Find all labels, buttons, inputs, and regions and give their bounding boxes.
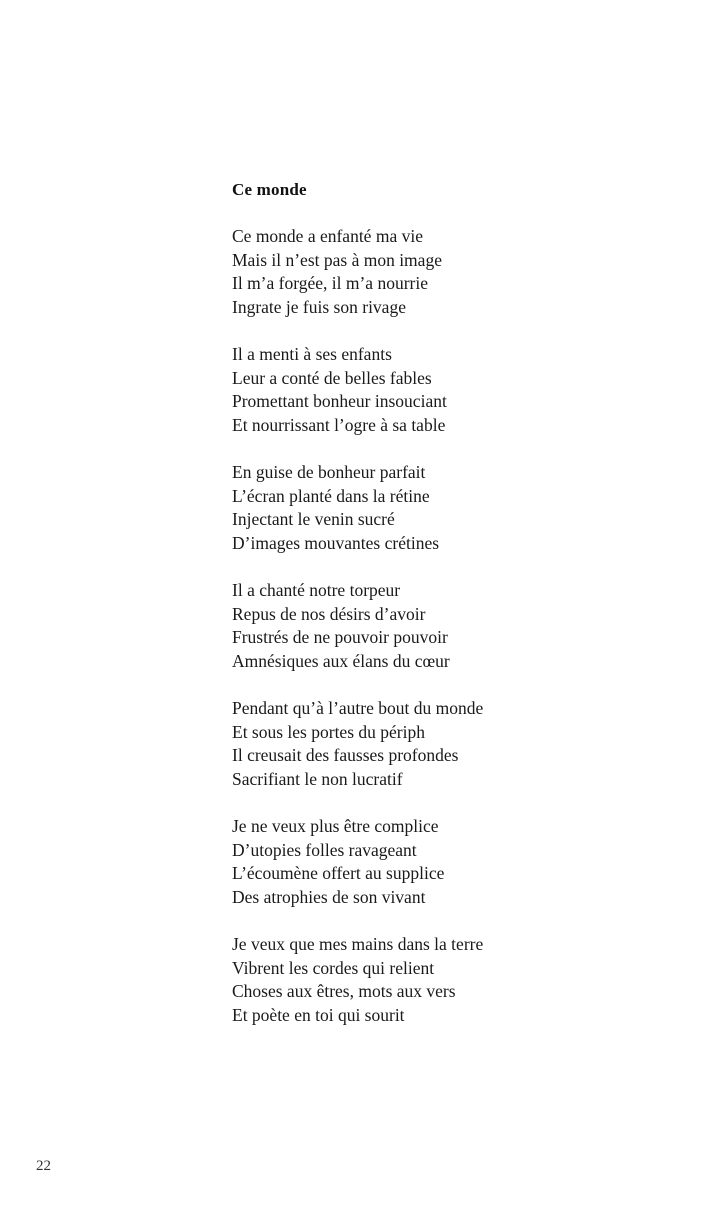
poem-line: Choses aux êtres, mots aux vers — [232, 981, 456, 1001]
poem-line: Et nourrissant l’ogre à sa table — [232, 414, 446, 435]
poem-line: Amnésiques aux élans du cœur — [232, 650, 450, 671]
poem-line: L’écran planté dans la rétine — [232, 485, 430, 506]
poem-line: D’images mouvantes crétines — [232, 532, 440, 553]
page-number: 22 — [36, 1158, 51, 1174]
poem-line: Ingrate je fuis son rivage — [232, 296, 406, 317]
poem-stanza — [232, 933, 652, 1027]
poem-line: Il creusait des fausses profondes — [232, 745, 459, 765]
poem-line: Sacrifiant le non lucratif — [232, 768, 403, 789]
poem-stanza — [232, 815, 652, 909]
poem-line: Il a chanté notre torpeur — [232, 580, 401, 600]
poem-line: Frustrés de ne pouvoir pouvoir — [232, 627, 448, 647]
poem-line: Il a menti à ses enfants — [232, 344, 392, 364]
poem-line: En guise de bonheur parfait — [232, 462, 426, 482]
poem-line: Vibrent les cordes qui relient — [232, 957, 435, 978]
poem-line: D’utopies folles ravageant — [232, 839, 417, 860]
poem-body — [232, 178, 652, 1027]
poem-stanza — [232, 461, 652, 555]
poem-stanza — [232, 579, 652, 673]
poem-line: Et sous les portes du périph — [232, 721, 425, 742]
poem-line: Pendant qu’à l’autre bout du monde — [232, 698, 484, 718]
poem-line: Mais il n’est pas à mon image — [232, 249, 442, 270]
poem-title: Ce monde — [232, 180, 307, 199]
poem-line: L’écoumène offert au supplice — [232, 863, 445, 883]
poem-line: Leur a conté de belles fables — [232, 367, 432, 388]
poem-line: Il m’a forgée, il m’a nourrie — [232, 273, 428, 293]
poem-line: Je ne veux plus être complice — [232, 816, 439, 836]
poem-line: Et poète en toi qui sourit — [232, 1004, 405, 1025]
poem-line: Je veux que mes mains dans la terre — [232, 934, 484, 954]
poem-line: Repus de nos désirs d’avoir — [232, 603, 426, 624]
poem-line: Promettant bonheur insouciant — [232, 391, 447, 411]
poem-line: Des atrophies de son vivant — [232, 886, 426, 907]
poem-stanza — [232, 343, 652, 437]
poem-line: Ce monde a enfanté ma vie — [232, 226, 423, 246]
poem-line: Injectant le venin sucré — [232, 509, 395, 529]
poem-stanza — [232, 225, 652, 319]
poem-stanza — [232, 697, 652, 791]
